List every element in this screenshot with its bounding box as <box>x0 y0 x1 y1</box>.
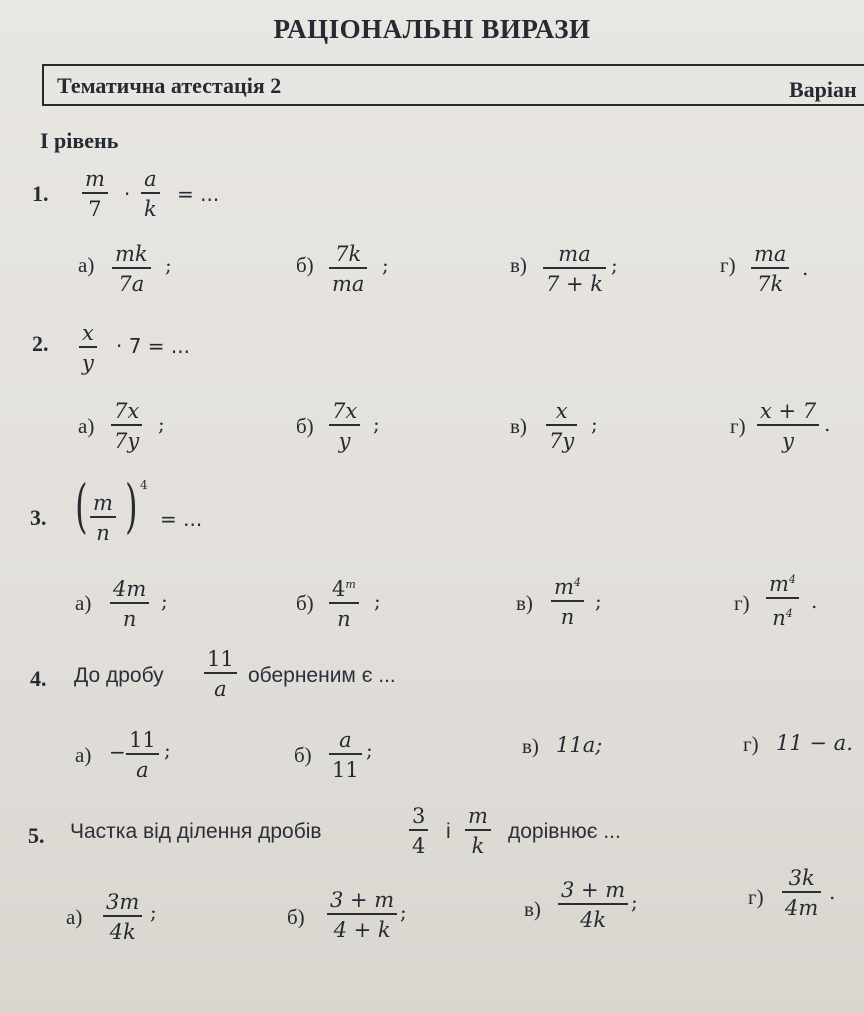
q1-option-c-label: в) <box>510 253 527 277</box>
q5-option-d-label: г) <box>748 885 764 909</box>
q4-option-a-label: а) <box>75 743 92 767</box>
q5-fraction-1: 3 4 <box>409 803 428 861</box>
attestation-title: Тематична атестація 2 <box>57 73 282 98</box>
q4-option-c-label: в) <box>522 734 539 758</box>
q3-right-paren: ) <box>125 472 138 540</box>
q2-option-c-fraction: x 7y <box>546 398 577 456</box>
q4-text-before: До дробу <box>74 664 164 687</box>
q5-text-after: дорівнює ... <box>508 820 621 843</box>
q5-option-a-fraction: 3m 4k <box>103 889 142 947</box>
q5-option-b-label: б) <box>287 905 305 929</box>
q5-option-c-label: в) <box>524 897 541 921</box>
q3-option-c-punct: ; <box>595 589 602 613</box>
q3-option-c-label: в) <box>516 591 533 615</box>
variant-label: Варіан <box>789 77 857 102</box>
q3-option-a-label: а) <box>75 591 92 615</box>
q4-option-d-value: 11 − a. <box>776 731 853 755</box>
q2-option-c-label: в) <box>510 414 527 438</box>
q1-option-d-fraction: ma 7k <box>751 241 789 299</box>
page-title: РАЦІОНАЛЬНІ ВИРАЗИ <box>273 14 591 44</box>
q4-option-b-label: б) <box>294 743 312 767</box>
q4-option-a-sign: − <box>109 740 126 764</box>
q3-left-paren: ( <box>75 472 88 540</box>
q1-option-c-punct: ; <box>611 253 618 277</box>
q2-option-b-label: б) <box>296 414 314 438</box>
q5-option-d-fraction: 3k 4m <box>782 865 821 923</box>
q5-text-before: Частка від ділення дробів <box>70 820 322 843</box>
q4-fraction: 11 a <box>204 646 237 704</box>
question-5-number: 5. <box>28 823 45 848</box>
q3-option-d-fraction: $m^4$ $n^4$ <box>766 567 799 633</box>
q5-option-a-label: а) <box>66 905 83 929</box>
q4-text-after: оберненим є ... <box>248 664 396 687</box>
q3-option-d-punct: . <box>811 589 818 613</box>
q1-dot: · <box>124 182 131 206</box>
q4-option-a-fraction: 11 a <box>126 727 159 785</box>
q3-option-d-label: г) <box>734 591 750 615</box>
q1-option-d-label: г) <box>720 253 736 277</box>
q2-option-c-punct: ; <box>591 412 598 436</box>
q1-fraction-2: a k <box>141 166 160 224</box>
q2-option-d-punct: . <box>824 412 831 436</box>
q1-option-c-fraction: ma 7 + k <box>543 241 606 299</box>
question-2-number: 2. <box>32 331 49 356</box>
q3-option-b-fraction: 4$^m$ n <box>329 572 359 634</box>
q2-option-a-punct: ; <box>158 412 165 436</box>
question-4-number: 4. <box>30 666 47 691</box>
q5-option-d-punct: . <box>829 880 836 904</box>
q5-option-c-punct: ; <box>631 890 638 914</box>
q1-equals: = ... <box>177 182 220 206</box>
q2-option-b-punct: ; <box>373 412 380 436</box>
q3-exponent: 4 <box>140 478 148 492</box>
q5-option-c-fraction: 3 + m 4k <box>558 877 628 935</box>
q2-fraction: x y <box>79 320 97 378</box>
q3-fraction: m n <box>90 490 116 548</box>
q2-option-b-fraction: 7x y <box>329 398 360 456</box>
q4-option-b-fraction: a 11 <box>329 727 362 785</box>
q2-option-a-label: а) <box>78 414 95 438</box>
q3-option-a-punct: ; <box>161 589 168 613</box>
q1-option-a-fraction: mk 7a <box>112 241 151 299</box>
q1-option-d-punct: . <box>802 256 809 280</box>
q3-option-b-punct: ; <box>374 589 381 613</box>
q2-option-d-fraction: x + 7 y <box>757 398 819 456</box>
q5-option-a-punct: ; <box>150 900 157 924</box>
q2-option-a-fraction: 7x 7y <box>111 398 142 456</box>
q1-option-b-fraction: 7k ma <box>329 241 367 299</box>
q1-option-a-punct: ; <box>165 253 172 277</box>
q3-option-c-fraction: $m^4$ n <box>551 570 584 632</box>
q1-fraction-1: m 7 <box>82 166 108 224</box>
q4-option-c-value: 11a; <box>556 733 603 757</box>
q5-option-b-fraction: 3 + m 4 + k <box>327 887 397 945</box>
q1-option-a-label: а) <box>78 253 95 277</box>
q5-conjunction: і <box>446 820 451 843</box>
q5-fraction-2: m k <box>465 803 491 861</box>
q1-option-b-label: б) <box>296 253 314 277</box>
q3-option-a-fraction: 4m n <box>110 576 149 634</box>
q4-option-a-punct: ; <box>164 738 171 762</box>
q4-option-b-punct: ; <box>366 738 373 762</box>
q4-option-d-label: г) <box>743 732 759 756</box>
question-1-number: 1. <box>32 181 49 206</box>
q3-option-b-label: б) <box>296 591 314 615</box>
q2-option-d-label: г) <box>730 414 746 438</box>
level-heading: І рівень <box>40 128 119 153</box>
q1-option-b-punct: ; <box>382 253 389 277</box>
q2-tail: · 7 = ... <box>116 334 190 358</box>
q3-tail: = ... <box>160 507 203 531</box>
question-3-number: 3. <box>30 505 47 530</box>
q5-option-b-punct: ; <box>400 900 407 924</box>
